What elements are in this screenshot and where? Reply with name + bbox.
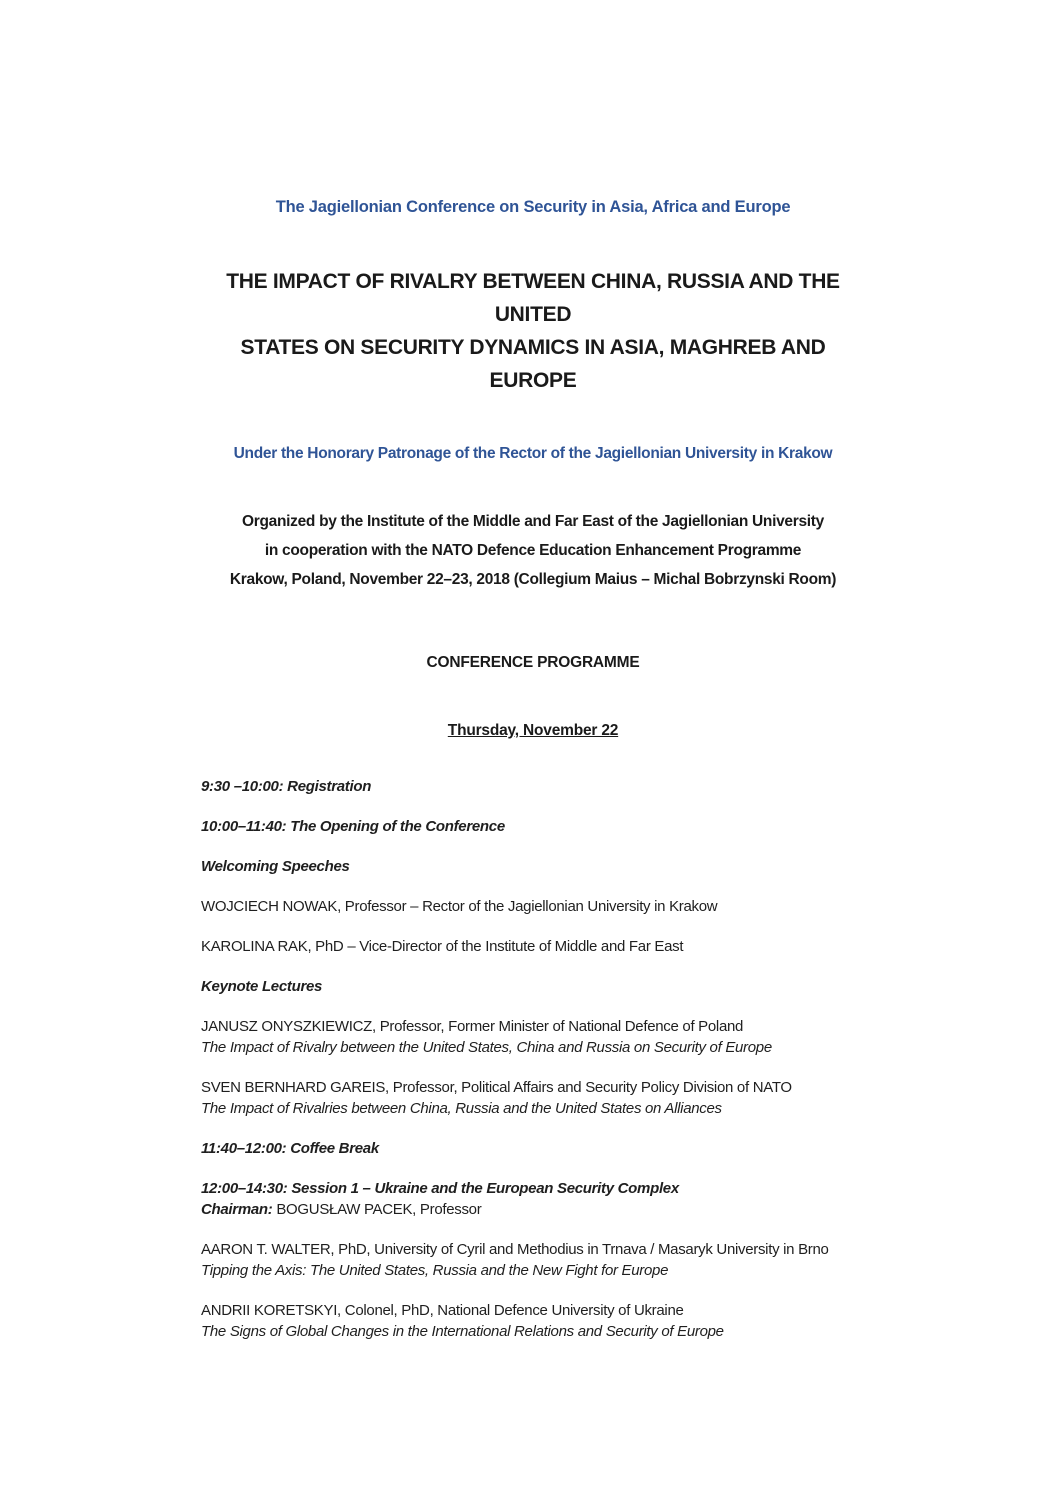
schedule-item xyxy=(201,1016,865,1058)
talk-title: The Signs of Global Changes in the International Relations and Security of Europe xyxy=(201,1323,724,1340)
speaker-name: WOJCIECH NOWAK, Professor – Rector of the Jagiellonian University in Krakow xyxy=(201,898,718,915)
slot-heading: 10:00–11:40: The Opening of the Conference xyxy=(201,818,505,835)
talk-title: The Impact of Rivalry between the United States, China and Russia on Security of Europe xyxy=(201,1039,772,1056)
chair-label: Chairman: xyxy=(201,1201,273,1218)
conference-series-title: The Jagiellonian Conference on Security in Asia, Africa and Europe xyxy=(275,198,791,216)
organizer-line-2: in cooperation with the NATO Defence Education Enhancement Programme xyxy=(264,542,802,559)
organizer-block xyxy=(201,507,865,594)
programme-heading: CONFERENCE PROGRAMME xyxy=(426,654,640,671)
day-heading: Thursday, November 22 xyxy=(447,722,619,739)
patronage-line: Under the Honorary Patronage of the Rector of the Jagiellonian University in Krakow xyxy=(233,445,833,462)
talk-title: Tipping the Axis: The United States, Russia and the New Fight for Europe xyxy=(201,1262,669,1279)
speaker-name: JANUSZ ONYSZKIEWICZ, Professor, Former Minister of National Defence of Poland xyxy=(201,1018,744,1035)
organizer-line-1: Organized by the Institute of the Middle and Far East of the Jagiellonian University xyxy=(242,513,824,530)
schedule-item xyxy=(201,776,865,797)
schedule-item xyxy=(201,1138,865,1159)
document-title-line1: THE IMPACT OF RIVALRY BETWEEN CHINA, RUSSIA AND THE UNITED xyxy=(226,270,840,326)
schedule-item xyxy=(201,896,865,917)
slot-heading: 9:30 –10:00: Registration xyxy=(201,778,372,795)
schedule-item xyxy=(201,976,865,997)
speaker-name: SVEN BERNHARD GAREIS, Professor, Political Affairs and Security Policy Division of NATO xyxy=(201,1079,792,1096)
schedule-item xyxy=(201,816,865,837)
schedule-item xyxy=(201,1077,865,1119)
document-title xyxy=(201,265,865,397)
document-header xyxy=(201,198,865,740)
slot-heading: Welcoming Speeches xyxy=(201,858,350,875)
speaker-name: ANDRII KORETSKYI, Colonel, PhD, National Defence University of Ukraine xyxy=(201,1302,684,1319)
schedule-item xyxy=(201,1239,865,1281)
schedule-item xyxy=(201,1300,865,1342)
schedule-item xyxy=(201,856,865,877)
speaker-name: AARON T. WALTER, PhD, University of Cyril and Methodius in Trnava / Masaryk University in Brno xyxy=(201,1241,829,1258)
session-chair xyxy=(201,1199,865,1220)
chair-name: BOGUSŁAW PACEK, Professor xyxy=(272,1201,482,1218)
slot-heading: 11:40–12:00: Coffee Break xyxy=(201,1140,379,1157)
schedule-list xyxy=(201,776,865,1342)
slot-heading: Keynote Lectures xyxy=(201,978,323,995)
document-title-line2: STATES ON SECURITY DYNAMICS IN ASIA, MAGHREB AND EUROPE xyxy=(240,336,826,392)
schedule-item xyxy=(201,1178,865,1220)
speaker-name: KAROLINA RAK, PhD – Vice-Director of the Institute of Middle and Far East xyxy=(201,938,684,955)
schedule-item xyxy=(201,936,865,957)
talk-title: The Impact of Rivalries between China, Russia and the United States on Alliances xyxy=(201,1100,722,1117)
session-heading: 12:00–14:30: Session 1 – Ukraine and the European Security Complex xyxy=(201,1180,679,1197)
organizer-line-3: Krakow, Poland, November 22–23, 2018 (Collegium Maius – Michal Bobrzynski Room) xyxy=(229,571,837,588)
